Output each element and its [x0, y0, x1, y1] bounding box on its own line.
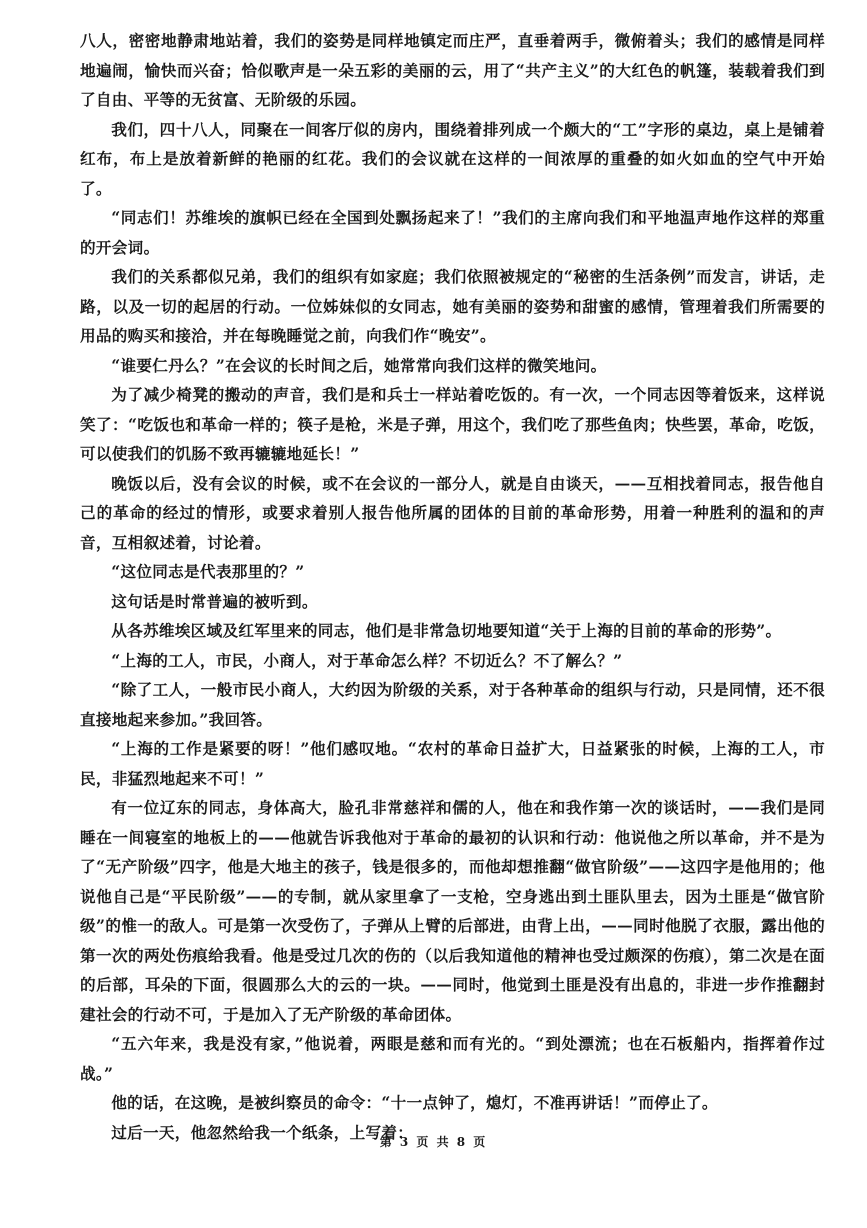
- paragraph: 过后一天，他忽然给我一个纸条，上写着：: [111, 1122, 414, 1142]
- paragraph: “上海的工人，市民，小商人，对于革命怎么样？不切近么？不了解么？”: [111, 650, 623, 670]
- paragraph: 我们，四十八人，同聚在一间客厅似的房内，围绕着排列成一个颇大的“工”字形的桌边，桌上是铺着红布，布上是放着新鲜的艳丽的红花。我们的会议就在这样的一间浓厚的重叠的如火如血的空气中开始了。: [80, 119, 825, 198]
- paragraph: 他的话，在这晚，是被纠察员的命令：“十一点钟了，熄灯，不准再讲话！”而停止了。: [111, 1093, 718, 1112]
- paragraph: 这句话是时常普遍的被听到。: [111, 591, 318, 611]
- page-number-footer: 第 3 页 共 8 页: [379, 1135, 488, 1149]
- paragraph: “同志们！苏维埃的旗帜已经在全国到处飘扬起来了！”我们的主席向我们和平地温声地作这样的郑重的开会词。: [80, 208, 825, 257]
- paragraph: 晚饭以后，没有会议的时候，或不在会议的一部分人，就是自由谈天，——互相找着同志，报告他自己的革命的经过的情形，或要求着别人报告他所属的团体的目前的革命形势，用着一种胜利的温和的声音，互相叙述着，讨论着。: [80, 473, 825, 552]
- paragraph: “除了工人，一般市民小商人，大约因为阶级的关系，对于各种革命的组织与行动，只是同情，还不很直接地起来参加。”我回答。: [80, 680, 825, 729]
- paragraph: 我们的关系都似兄弟，我们的组织有如家庭；我们依照被规定的“秘密的生活条例”而发言，讲话，走路，以及一切的起居的行动。一位姊妹似的女同志，她有美丽的姿势和甜蜜的感情，管理着我们所需要的用品的购买和接洽，并在每晚睡觉之前，向我们作“晚安”。: [80, 267, 825, 345]
- paragraph: “这位同志是代表那里的？”: [111, 562, 305, 581]
- paragraph: “谁要仁丹么？”在会议的长时间之后，她常常向我们这样的微笑地问。: [111, 355, 607, 375]
- paragraph: 从各苏维埃区域及红军里来的同志，他们是非常急切地要知道“关于上海的目前的革命的形势”。: [111, 621, 782, 640]
- paragraph: 有一位辽东的同志，身体高大，脸孔非常慈祥和儒的人，他在和我作第一次的谈话时，——我们是同睡在一间寝室的地板上的——他就告诉我他对于革命的最初的认识和行动：他说他之所以革命，并不是为了“无产阶级”四字，他是大地主的孩子，钱是很多的，而他却想推翻“做官阶级”——这四字是他用的；他说他自己是“平民阶级”——的专制，就从家里拿了一支枪，空身逃出到土匪队里去，因为土匪是“做官阶级”的惟一的敌人。可是第一次受伤了，子弹从上臂的后部进，由背上出，——同时他脱了衣服，露出他的第一次的两处伤痕给我看。他是受过几次的伤的（以后我知道他的精神也受过颇深的伤痕），第二次是在面的后部，耳朵的下面，很圆那么大的云的一块。——同时，他觉到土匪是没有出息的，非进一步作推翻封建社会的行动不可，于是加入了无产阶级的革命团体。: [80, 798, 825, 1024]
- paragraph-continuation: 八人，密密地静肃地站着，我们的姿势是同样地镇定而庄严，直垂着两手，微俯着头；我们的感情是同样地遍闹，愉快而兴奋；恰似歌声是一朵五彩的美丽的云，用了“共产主义”的大红色的帆篷，装载着我们到了自由、平等的无贫富、无阶级的乐园。: [80, 31, 825, 109]
- paragraph: 为了减少椅凳的搬动的声音，我们是和兵士一样站着吃饭的。有一次，一个同志因等着饭来，这样说笑了：“吃饭也和革命一样的；筷子是枪，米是子弹，用这个，我们吃了那些鱼肉；快些罢，革命，吃饭，可以使我们的饥肠不致再辘辘地延长！”: [80, 385, 825, 463]
- paragraph: “五六年来，我是没有家，”他说着，两眼是慈和而有光的。“到处漂流；也在石板船内，指挥着作过战。”: [80, 1034, 825, 1083]
- paragraph: “上海的工作是紧要的呀！”他们感叹地。“农村的革命日益扩大，日益紧张的时候，上海的工人，市民，非猛烈地起来不可！”: [80, 739, 825, 788]
